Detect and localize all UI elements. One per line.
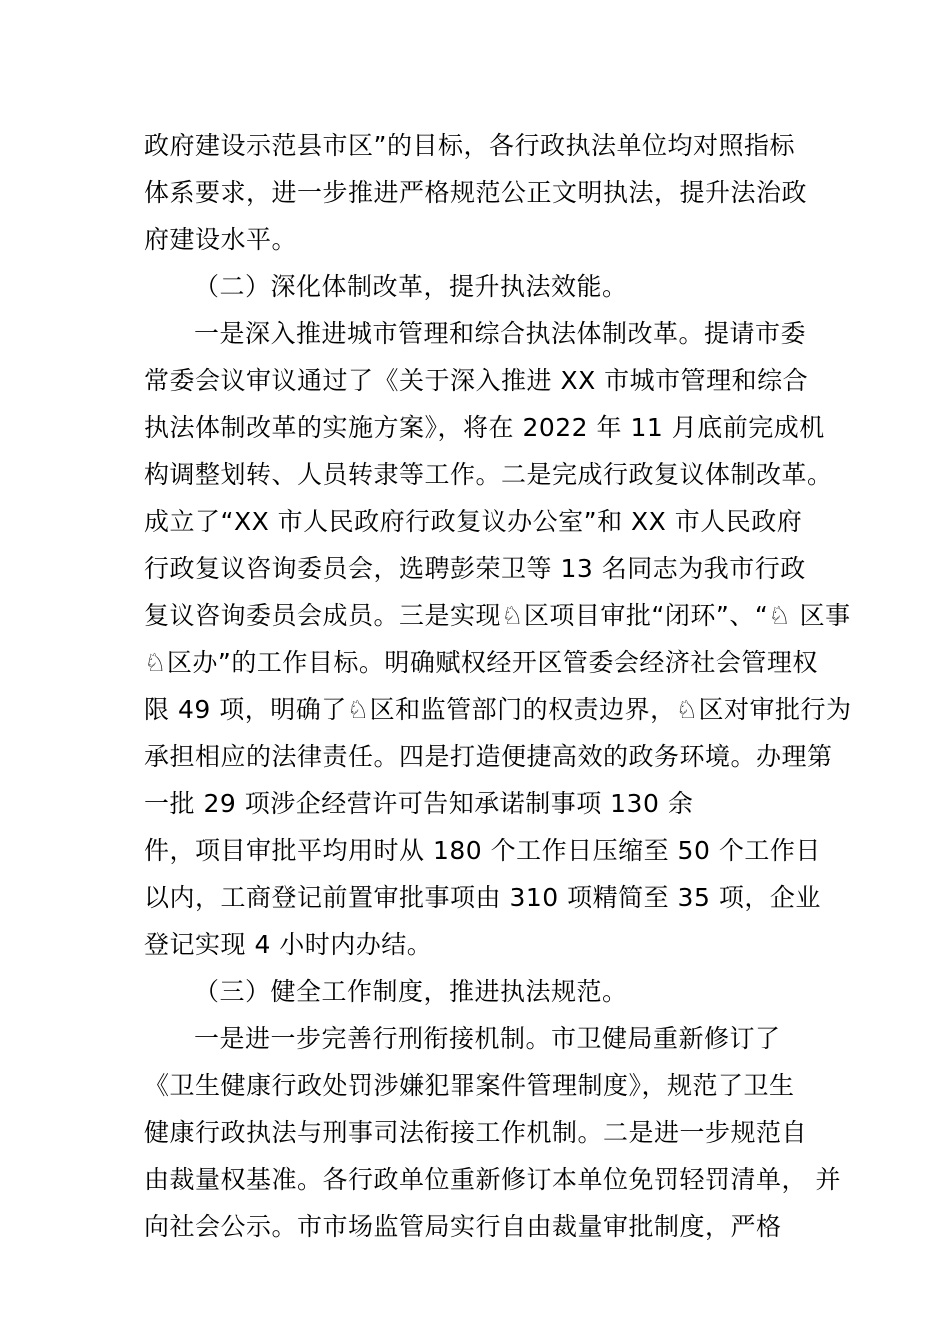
text-line: ♘区办”的工作目标。明确赋权经开区管委会经济社会管理权 [144, 648, 818, 677]
text-line: 成立了“XX 市人民政府行政复议办公室”和 XX 市人民政府 [144, 507, 803, 536]
paragraph-first-line: （二）深化体制改革，提升执法效能。 [194, 272, 628, 301]
text-line: 件，项目审批平均用时从 180 个工作日压缩至 50 个工作日 [144, 836, 821, 865]
text-line: 府建设水平。 [144, 225, 298, 254]
text-line: 由裁量权基准。各行政单位重新修订本单位免罚轻罚清单， 并 [144, 1165, 841, 1194]
paragraph-first-line: （三）健全工作制度，推进执法规范。 [194, 977, 628, 1006]
text-line: 体系要求，进一步推进严格规范公正文明执法，提升法治政 [144, 178, 808, 207]
text-line: 《卫生健康行政处罚涉嫌犯罪案件管理制度》，规范了卫生 [144, 1071, 795, 1100]
text-line: 向社会公示。市市场监管局实行自由裁量审批制度，严格 [144, 1212, 782, 1241]
text-line: 政府建设示范县市区”的目标，各行政执法单位均对照指标 [144, 131, 795, 160]
text-line: 一批 29 项涉企经营许可告知承诺制事项 130 余 [144, 789, 694, 818]
text-line: 限 49 项，明确了♘区和监管部门的权责边界，♘区对审批行为 [144, 695, 852, 724]
paragraph-first-line: 一是进一步完善行刑衔接机制。市卫健局重新修订了 [194, 1024, 781, 1053]
text-line: 以内，工商登记前置审批事项由 310 项精简至 35 项，企业 [144, 883, 821, 912]
text-line: 复议咨询委员会成员。三是实现♘区项目审批“闭环”、“♘ 区事 [144, 601, 851, 630]
paragraph-first-line: 一是深入推进城市管理和综合执法体制改革。提请市委 [194, 319, 807, 348]
text-line: 登记实现 4 小时内办结。 [144, 930, 433, 959]
text-line: 执法体制改革的实施方案》，将在 2022 年 11 月底前完成机 [144, 413, 825, 442]
text-line: 构调整划转、人员转隶等工作。二是完成行政复议体制改革。 [144, 460, 833, 489]
document-body [144, 122, 852, 1250]
text-line: 健康行政执法与刑事司法衔接工作机制。二是进一步规范自 [144, 1118, 808, 1147]
text-line: 行政复议咨询委员会，选聘彭荣卫等 13 名同志为我市行政 [144, 554, 806, 583]
text-line: 常委会议审议通过了《关于深入推进 XX 市城市管理和综合 [144, 366, 809, 395]
text-line: 承担相应的法律责任。四是打造便捷高效的政务环境。办理第 [144, 742, 833, 771]
